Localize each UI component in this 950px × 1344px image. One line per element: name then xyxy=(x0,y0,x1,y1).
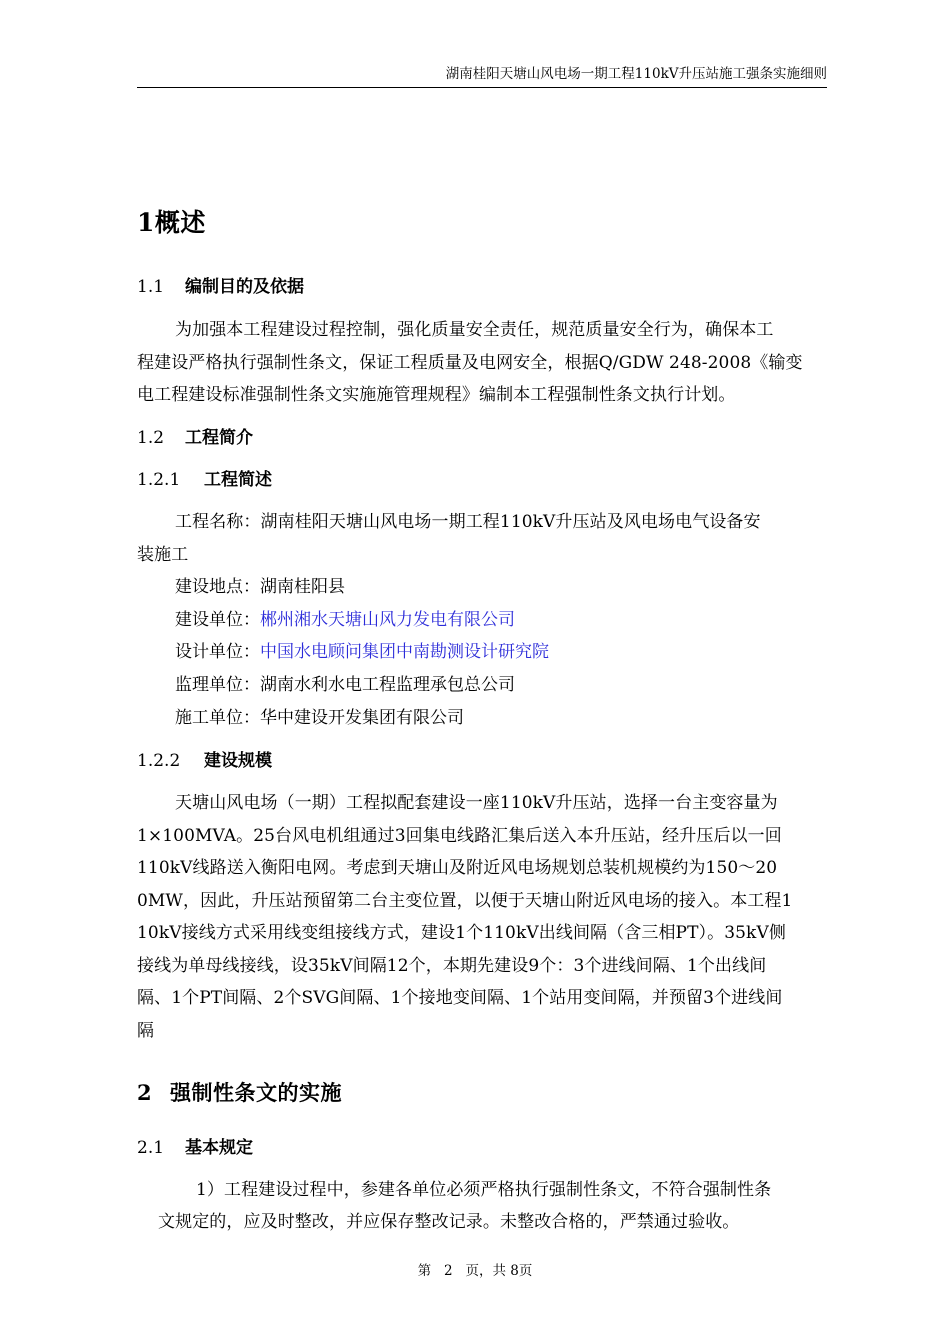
section-number: 1.2.2 xyxy=(137,751,181,771)
section-2-1-heading xyxy=(137,1133,253,1158)
section-title: 工程简述 xyxy=(204,470,272,490)
paragraph-line: 10kV接线方式采用线变组接线方式，建设1个110kV出线间隔（含三相PT）。35kV侧 xyxy=(137,923,786,943)
project-name-line: 装施工 xyxy=(137,545,189,565)
header-title: 湖南桂阳天塘山风电场一期工程110kV升压站施工强条实施细则 xyxy=(445,66,827,82)
section-number: 1.2.1 xyxy=(137,470,181,490)
page-header xyxy=(137,64,827,88)
field-label: 建设地点： xyxy=(175,577,260,597)
section-title: 编制目的及依据 xyxy=(185,277,304,297)
paragraph-line: 电工程建设标准强制性条文实施施管理规程》编制本工程强制性条文执行计划。 xyxy=(137,385,736,405)
field-label: 监理单位： xyxy=(175,675,260,695)
section-1-title: 1概述 xyxy=(137,208,206,237)
section-number: 1.1 xyxy=(137,277,165,297)
paragraph-line: 隔 xyxy=(137,1021,155,1041)
project-owner xyxy=(175,605,515,630)
section-1-2-heading xyxy=(137,423,253,448)
section-title: 基本规定 xyxy=(185,1138,253,1158)
paragraph-line: 为加强本工程建设过程控制，强化质量安全责任，规范质量安全行为，确保本工 xyxy=(175,320,774,340)
list-item-line: 1）工程建设过程中，参建各单位必须严格执行强制性条文，不符合强制性条 xyxy=(196,1180,772,1200)
paragraph-line: 程建设严格执行强制性条文，保证工程质量及电网安全，根据Q/GDW 248-2008《输变 xyxy=(137,353,803,373)
section-title: 建设规模 xyxy=(204,751,272,771)
project-constructor xyxy=(175,703,464,728)
paragraph-line: 天塘山风电场（一期）工程拟配套建设一座110kV升压站，选择一台主变容量为 xyxy=(175,793,778,813)
section-1-1-heading xyxy=(137,272,304,297)
section-2-title xyxy=(137,1077,342,1107)
section-number: 2 xyxy=(137,1080,153,1105)
paragraph-line: 0MW，因此，升压站预留第二台主变位置，以便于天塘山附近风电场的接入。本工程1 xyxy=(137,891,793,911)
project-name-line: 工程名称：湖南桂阳天塘山风电场一期工程110kV升压站及风电场电气设备安 xyxy=(175,512,761,532)
owner-link[interactable]: 郴州湘水天塘山风力发电有限公司 xyxy=(260,610,515,630)
field-label: 建设单位： xyxy=(175,610,260,630)
paragraph-line: 1×100MVA。25台风电机组通过3回集电线路汇集后送入本升压站，经升压后以一回 xyxy=(137,826,782,846)
field-value: 湖南水利水电工程监理承包总公司 xyxy=(260,675,515,695)
section-1-2-2-heading xyxy=(137,746,272,771)
project-location xyxy=(175,572,345,597)
field-value: 湖南桂阳县 xyxy=(260,577,345,597)
paragraph-line: 110kV线路送入衡阳电网。考虑到天塘山及附近风电场规划总装机规模约为150～20 xyxy=(137,858,778,878)
designer-link[interactable]: 中国水电顾问集团中南勘测设计研究院 xyxy=(260,642,549,662)
field-label: 设计单位： xyxy=(175,642,260,662)
section-1-2-1-heading xyxy=(137,465,272,490)
section-number: 1.2 xyxy=(137,428,165,448)
project-supervisor xyxy=(175,670,515,695)
paragraph-line: 隔、1个PT间隔、2个SVG间隔、1个接地变间隔、1个站用变间隔，并预留3个进线间 xyxy=(137,988,783,1008)
section-number: 2.1 xyxy=(137,1138,165,1158)
page-number: 第 2 页，共 8页 xyxy=(417,1263,533,1279)
page-footer xyxy=(0,1259,950,1279)
list-item-line: 文规定的，应及时整改，并应保存整改记录。未整改合格的，严禁通过验收。 xyxy=(158,1212,740,1232)
field-label: 施工单位： xyxy=(175,708,260,728)
field-value: 华中建设开发集团有限公司 xyxy=(260,708,464,728)
section-title: 工程简介 xyxy=(185,428,253,448)
project-designer xyxy=(175,637,549,662)
section-title: 强制性条文的实施 xyxy=(170,1080,342,1105)
paragraph-line: 接线为单母线接线，设35kV间隔12个，本期先建设9个：3个进线间隔、1个出线间 xyxy=(137,956,767,976)
